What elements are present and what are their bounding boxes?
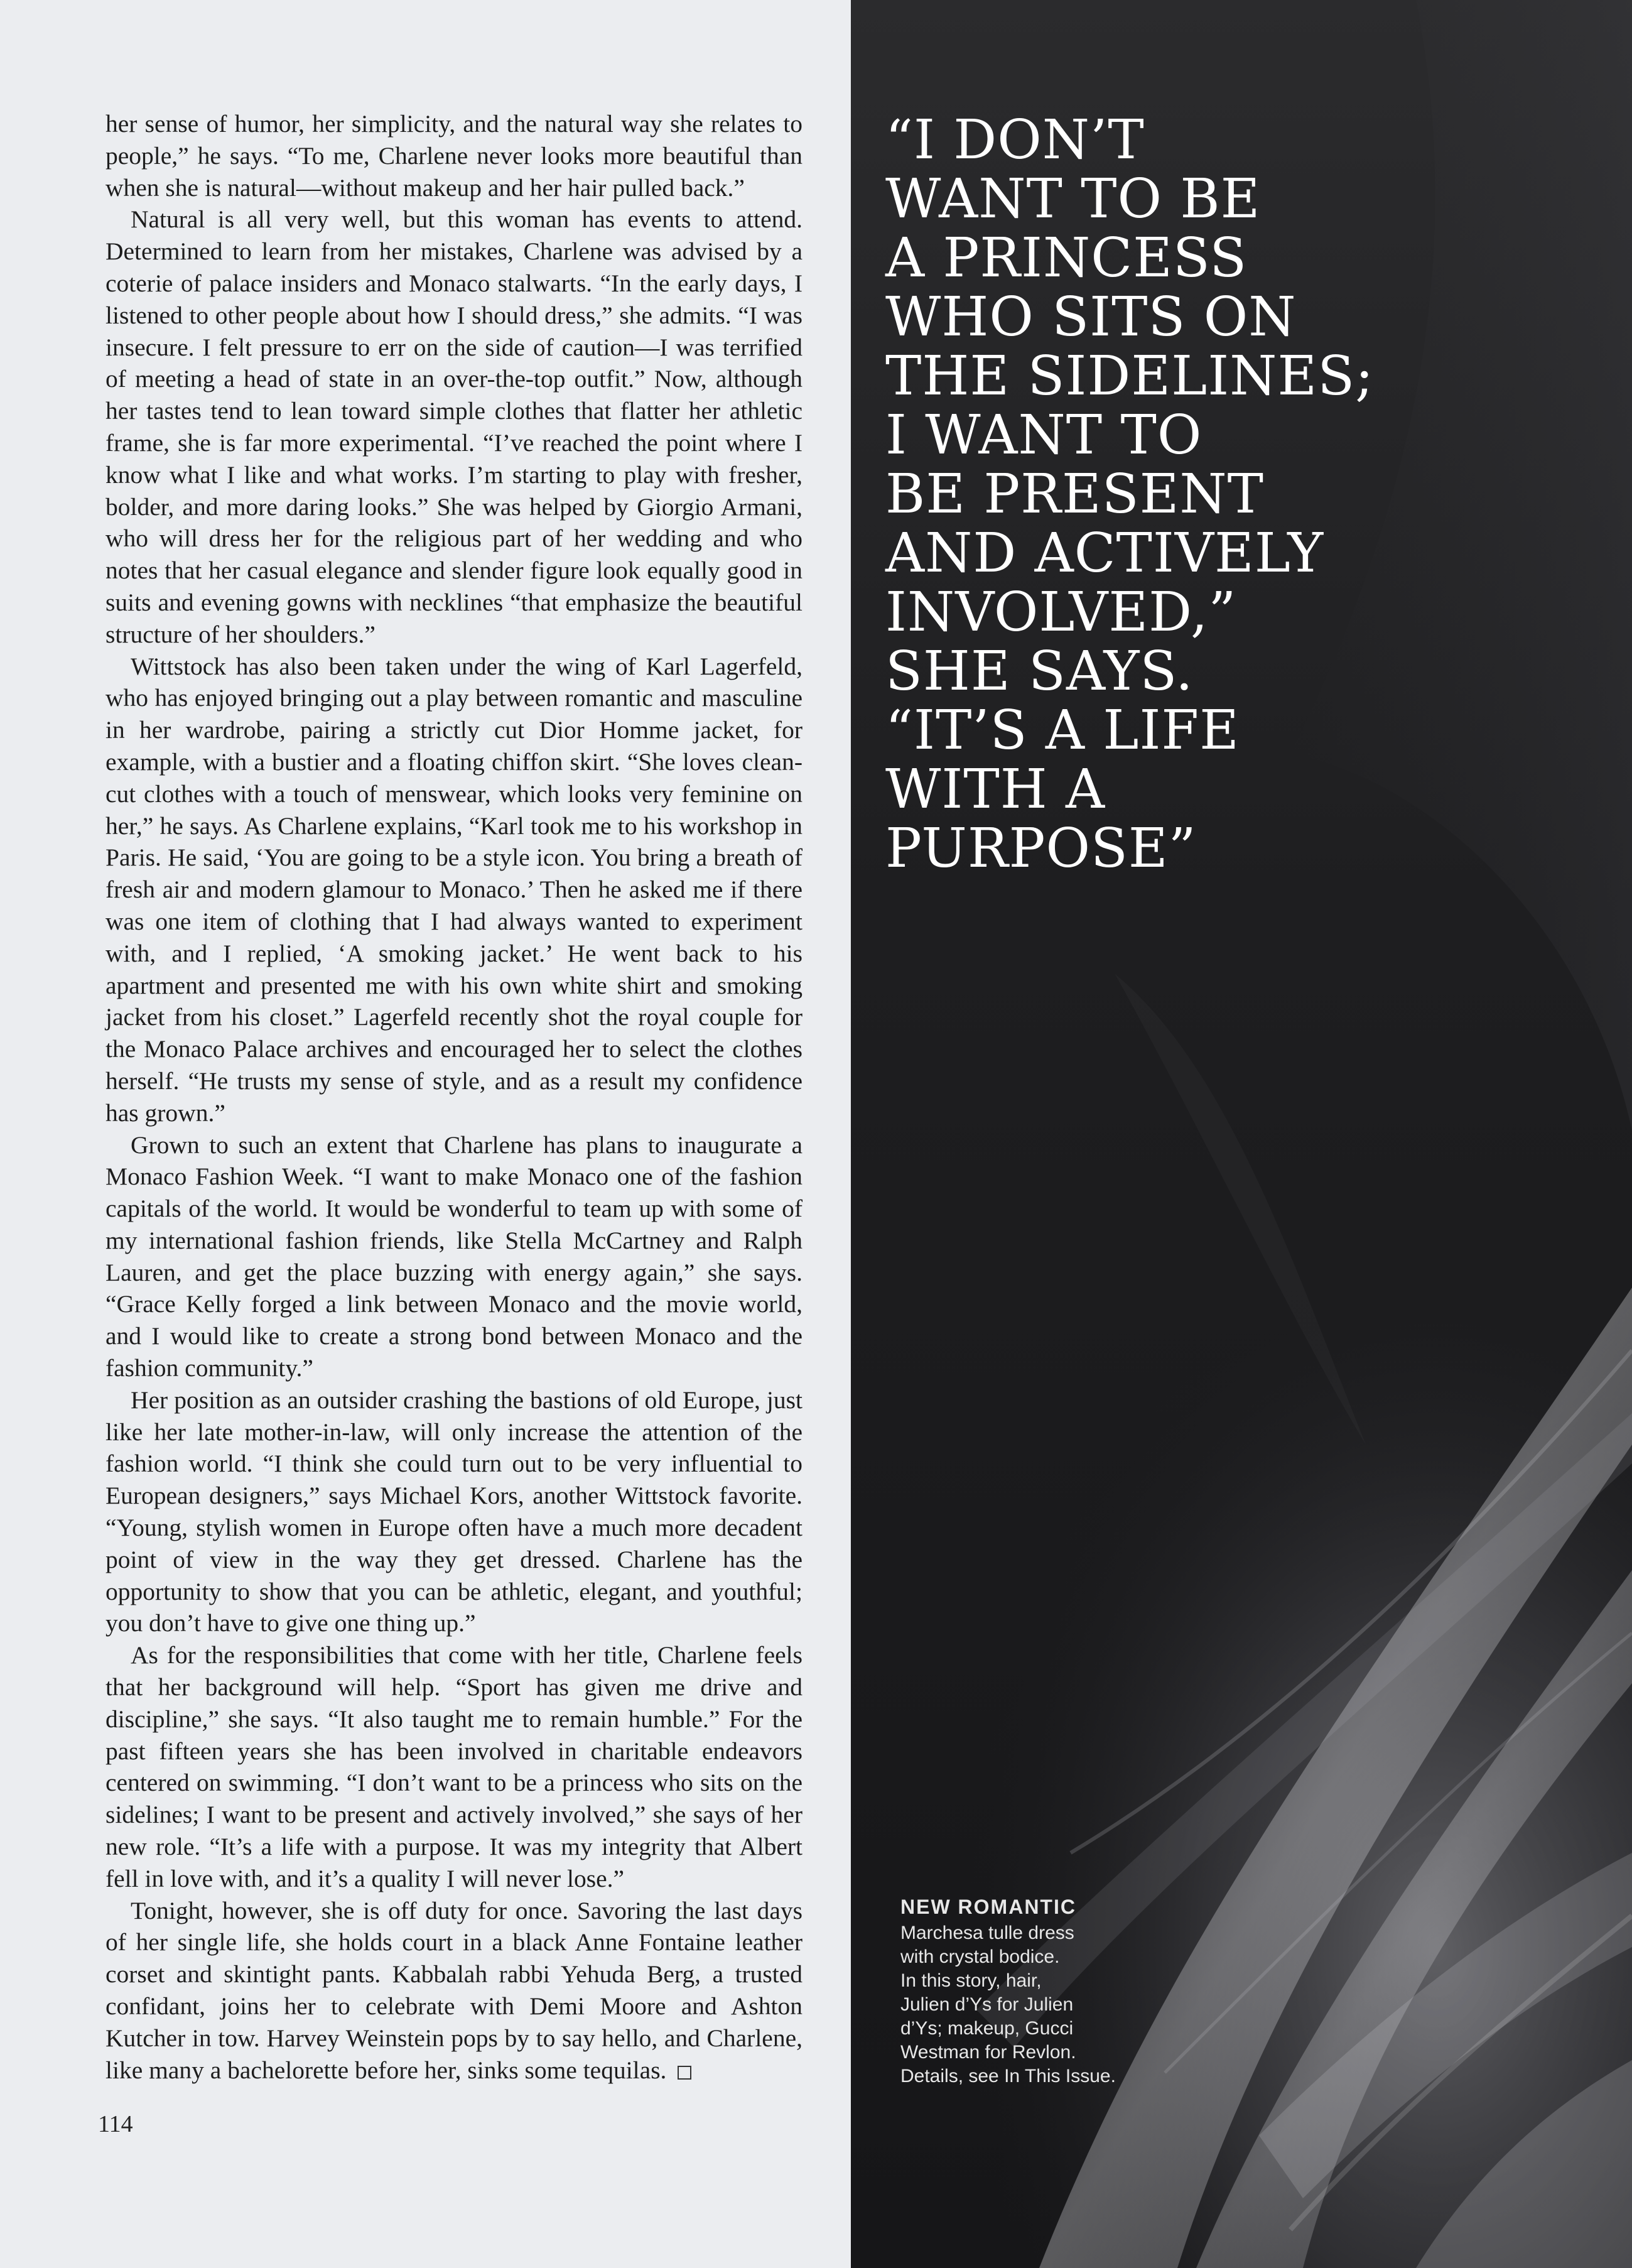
article-paragraph: Grown to such an extent that Charlene has plans to inaugurate a Monaco Fashion Week. “I want to make Monaco one of the fashion capitals of the world. It would be wonderful to team up with some of my international fashion friends, like Stella McCartney and Ralph Lauren, and get the place buzzing with energy again,” she says. “Grace Kelly forged a link between Monaco and the movie world, and I would like to create a strong bond between Monaco and the fashion community.”	[105, 1131, 802, 1382]
article-paragraph: Natural is all very well, but this woman has events to attend. Determined to learn from her mistakes, Charlene was advised by a coterie of palace insiders and Monaco stalwarts. “In the early days, I listened to other people about how I should dress,” she admits. “I was insecure. I felt pressure to err on the side of caution—I was terrified of meeting a head of state in an over-the-top outfit.” Now, although her tastes tend to lean toward simple clothes that flatter her athletic frame, she is far more experimental. “I’ve reached the point where I know what I like and what works. I’m starting to play with fresher, bolder, and more daring looks.” She was helped by Giorgio Armani, who will dress her for the religious part of her wedding and who notes that her casual elegance and slender figure look equally good in suits and evening gowns with necklines “that emphasize the beautiful structure of her shoulders.”	[105, 205, 802, 648]
article-text	[105, 108, 802, 2086]
page-number: 114	[98, 2111, 133, 2137]
caption-heading: NEW ROMANTIC	[900, 1896, 1076, 1918]
photo-caption	[900, 1892, 1164, 2088]
article-paragraph-last-text: Tonight, however, she is off duty for once. Savoring the last days of her single life, she holds court in a black Anne Fontaine leather corset and skintight pants. Kabbalah rabbi Yehuda Berg, a trusted confidant, joins her to celebrate with Demi Moore and Ashton Kutcher in tow. Harvey Weinstein pops by to say hello, and Charlene, like many a bachelorette before her, sinks some tequilas.	[105, 1896, 802, 2084]
article-paragraph: Wittstock has also been taken under the wing of Karl Lagerfeld, who has enjoyed bringing out a play between romantic and masculine in her wardrobe, pairing a strictly cut Dior Homme jacket, for example, with a bustier and a floating chiffon skirt. “She loves clean-cut clothes with a touch of menswear, which looks very feminine on her,” he says. As Charlene explains, “Karl took me to his workshop in Paris. He said, ‘You are going to be a style icon. You bring a breath of fresh air and modern glamour to Monaco.’ Then he asked me if there was one item of clothing that I had always wanted to experiment with, and I replied, ‘A smoking jacket.’ He went back to his apartment and presented me with his own white shirt and smoking jacket from his closet.” Lagerfeld recently shot the royal couple for the Monaco Palace archives and encouraged her to select the clothes herself. “He trusts my sense of style, and as a result my confidence has grown.”	[105, 652, 802, 1127]
article-paragraph: Her position as an outsider crashing the bastions of old Europe, just like her late mother-in-law, will only increase the attention of the fashion world. “I think she could turn out to be very influential to European designers,” says Michael Kors, another Wittstock favorite. “Young, stylish women in Europe often have a much more decadent point of view in the way they get dressed. Charlene has the opportunity to show that you can be athletic, elegant, and youthful; you don’t have to give one thing up.”	[105, 1386, 802, 1637]
article-paragraph: As for the responsibilities that come with her title, Charlene feels that her background will help. “Sport has given me drive and discipline,” she says. “It also taught me to remain humble.” For the past fifteen years she has been involved in charitable endeavors centered on swimming. “I don’t want to be a princess who sits on the sidelines; I want to be present and actively involved,” she says of her new role. “It’s a life with a purpose. It was my integrity that Albert fell in love with, and it’s a quality I will never lose.”	[105, 1641, 802, 1892]
caption-text: Marchesa tulle dress with crystal bodice. In this story, hair, Julien d’Ys for Julien d’Ys; makeup, Gucci Westman for Revlon. Details, see In This Issue.	[900, 1923, 1116, 2086]
article-paragraph-last	[105, 1895, 802, 2086]
article-paragraph: her sense of humor, her simplicity, and the natural way she relates to people,” he says. “To me, Charlene never looks more beautiful than when she is natural—without makeup and her hair pulled back.”	[105, 110, 802, 202]
end-of-article-mark-icon	[678, 2066, 691, 2080]
pull-quote: “I DON’T WANT TO BE A PRINCESS WHO SITS ON THE SIDELINES; I WANT TO BE PRESENT AND ACTIVELY INVOLVED,” SHE SAYS. “IT’S A LIFE WITH A PURPOSE”	[885, 109, 1375, 880]
